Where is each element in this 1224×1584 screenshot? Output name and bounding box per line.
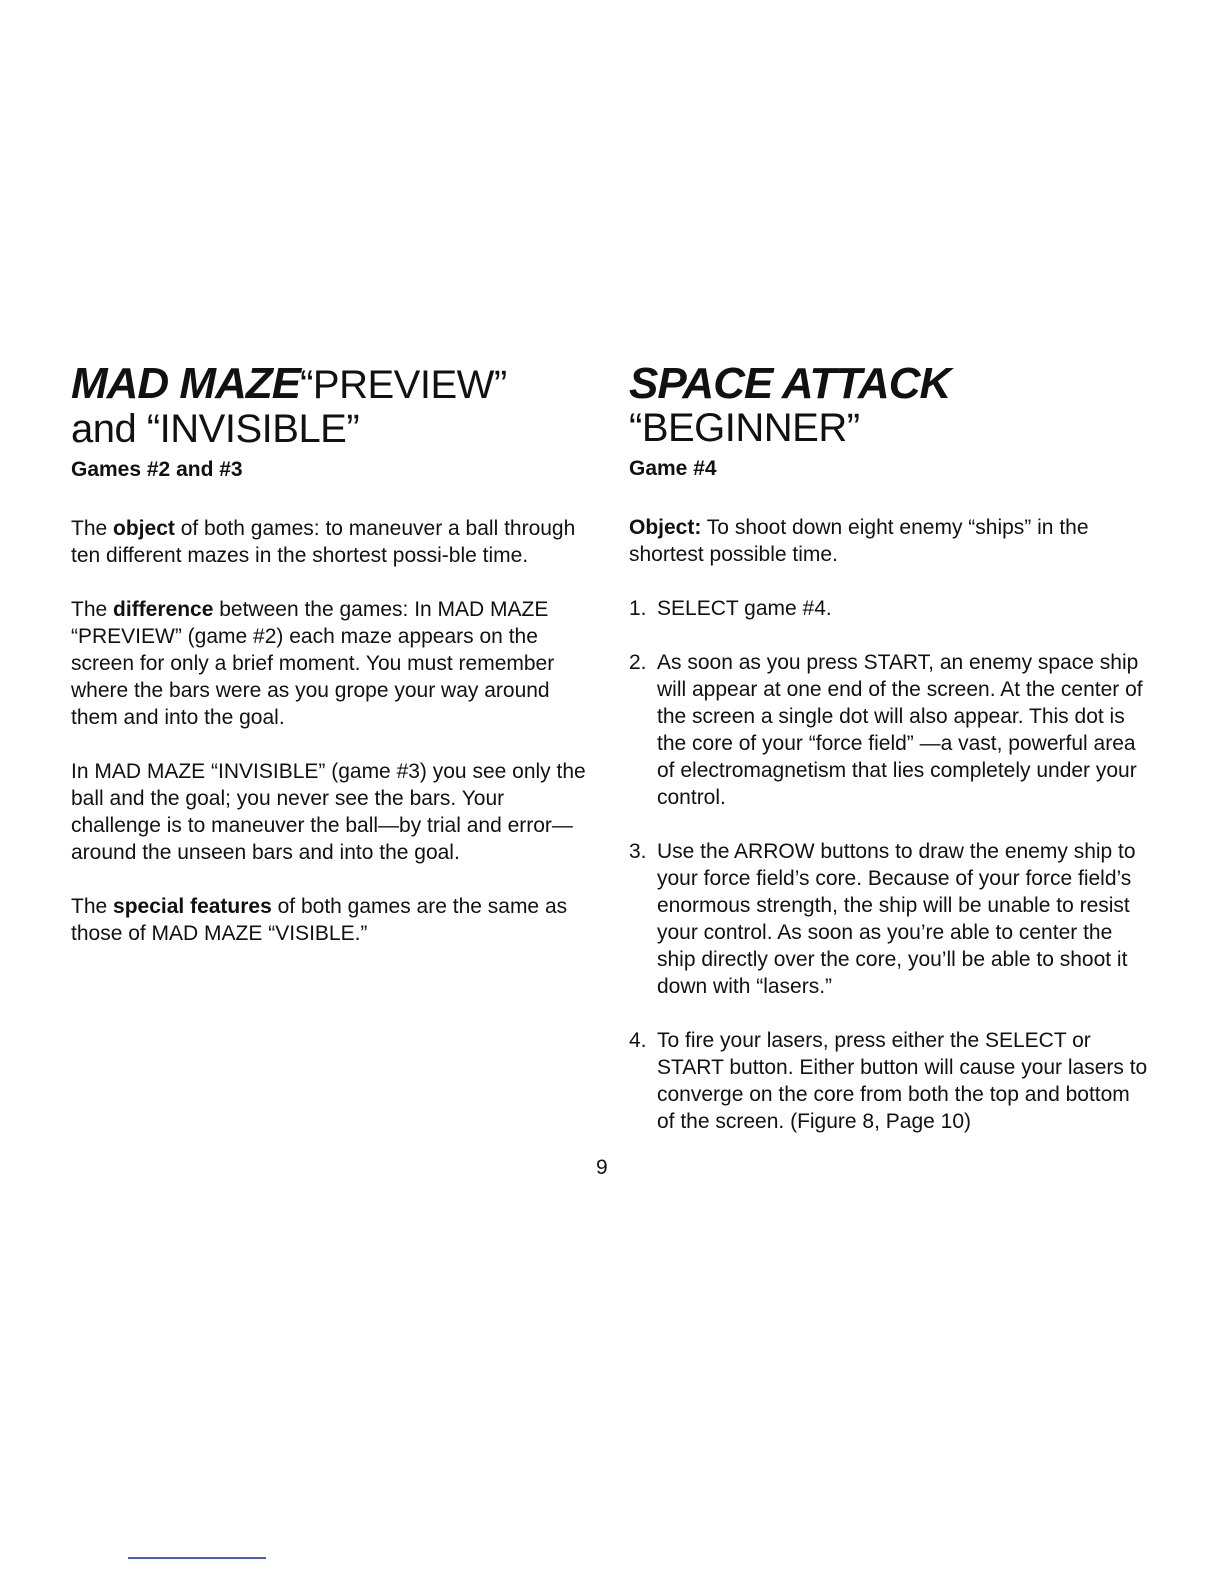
- footer-rule: [128, 1557, 266, 1559]
- right-column: [629, 359, 1149, 1162]
- difference-paragraph: The difference between the games: In MAD MAZE “PREVIEW” (game #2) each maze appears on the screen for only a brief moment. You must remember where the bars were as you grope your way around them and into the goal.: [71, 598, 555, 729]
- list-item: 4. To fire your lasers, press either the SELECT or START button. Either button will cause your lasers to converge on the core from both the top and bottom of the screen. (Figure 8, Page 10): [629, 1029, 1148, 1133]
- steps-list: [629, 595, 1149, 1135]
- left-column: [71, 359, 591, 974]
- mad-maze-title-line2: and “INVISIBLE”: [71, 407, 360, 451]
- list-item: 3. Use the ARROW buttons to draw the enemy ship to your force field’s core. Because of your force field’s enormous strength, the ship will be unable to resist your control. As soon as you’re able to center the ship directly over the core, you’ll be able to shoot it down with “lasers.”: [629, 840, 1136, 998]
- mad-maze-subhead: Games #2 and #3: [71, 458, 243, 481]
- space-attack-title: [629, 359, 1149, 408]
- invisible-paragraph: In MAD MAZE “INVISIBLE” (game #3) you see only the ball and the goal; you never see the bars. Your challenge is to maneuver the ball—by trial and error—around the unseen bars and into the goal.: [71, 760, 586, 864]
- space-attack-title-line2: “BEGINNER”: [629, 406, 860, 450]
- title-thin: “PREVIEW”: [300, 363, 507, 407]
- mad-maze-title: [71, 359, 591, 408]
- page-number: 9: [596, 1156, 608, 1179]
- list-item: 1. SELECT game #4.: [629, 597, 832, 620]
- space-attack-subhead: Game #4: [629, 457, 717, 480]
- object-paragraph: The object of both games: to maneuver a ball through ten different mazes in the shortest possi-ble time.: [71, 517, 576, 567]
- title-bold: SPACE ATTACK: [629, 359, 951, 408]
- list-item: 2. As soon as you press START, an enemy space ship will appear at one end of the screen. At the center of the screen a single dot will also appear. This dot is the core of your “force field” —a vast, powerful area of electromagnetism that lies completely under your control.: [629, 651, 1143, 809]
- special-features-paragraph: The special features of both games are the same as those of MAD MAZE “VISIBLE.”: [71, 895, 568, 945]
- title-bold: MAD MAZE: [71, 359, 301, 408]
- object-paragraph: Object: To shoot down eight enemy “ships” in the shortest possible time.: [629, 516, 1089, 566]
